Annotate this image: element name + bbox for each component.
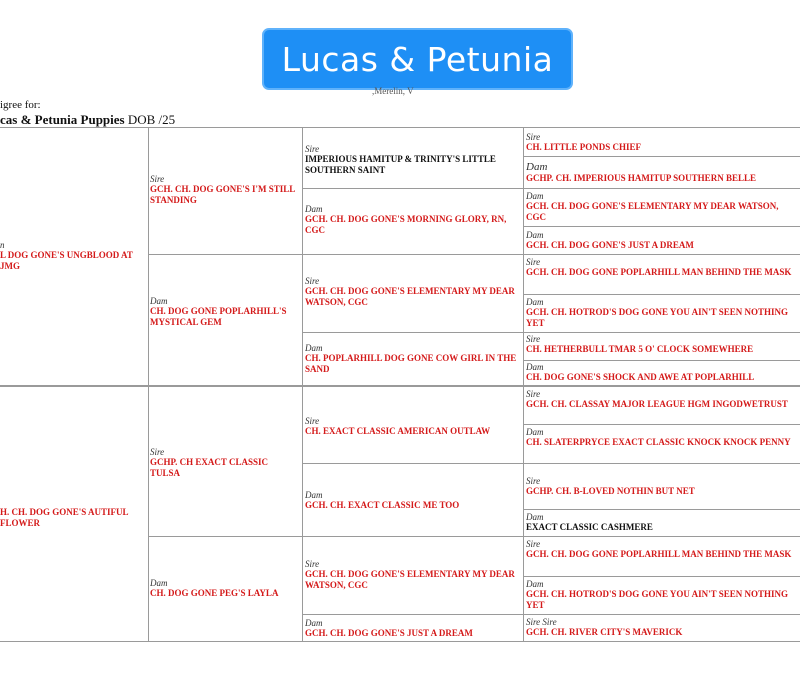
gen4-role: Dam [526,512,544,522]
gen4-cell [526,617,798,638]
gen4-name: GCH. CH. HOTROD'S DOG GONE YOU AIN'T SEEN NOTHING YET [526,307,789,328]
sire-name: L DOG GONE'S UNGBLOOD AT JMG [0,250,133,271]
sire-dam-role: Dam [150,296,168,306]
gen4-name: CH. HETHERBULL TMAR 5 O' CLOCK SOMEWHERE [526,344,754,354]
gen4-cell [526,427,798,448]
gen3-name: GCH. CH. EXACT CLASSIC ME TOO [305,500,460,510]
gen4-role: Dam [526,230,544,240]
gen4-cell [526,334,798,355]
gen4-name: GCH. CH. DOG GONE'S JUST A DREAM [526,240,694,250]
gen4-role: Dam [526,579,544,589]
gen4-role: Dam [526,191,544,201]
gen4-cell [526,476,798,497]
dam-sire-name: GCHP. CH EXACT CLASSIC TULSA [150,457,269,478]
gen4-cell [526,191,798,223]
gen3-name: CH. POPLARHILL DOG GONE COW GIRL IN THE SAND [305,353,517,374]
gen3-name: GCH. CH. DOG GONE'S JUST A DREAM [305,628,473,638]
gen3-cell [305,343,520,375]
gen3-name: GCH. CH. DOG GONE'S MORNING GLORY, RN, CGC [305,214,507,235]
subhead: ,Merelin, V [372,86,414,96]
litter-name: cas & Petunia Puppies [0,112,125,127]
dam-dam-cell [150,578,298,599]
gen4-role: Sire [526,132,541,142]
gen4-cell [526,362,798,383]
gen4-name: GCHP. CH. B-LOVED NOTHIN BUT NET [526,486,695,496]
gen3-name: IMPERIOUS HAMITUP & TRINITY'S LITTLE SOUTHERN SAINT [305,154,496,175]
gen4-name: GCH. CH. DOG GONE POPLARHILL MAN BEHIND THE MASK [526,549,792,559]
gen4-name: GCH. CH. HOTROD'S DOG GONE YOU AIN'T SEEN NOTHING YET [526,589,789,610]
dam-dam-name: CH. DOG GONE PEG'S LAYLA [150,588,279,598]
gen3-role: Sire [305,276,320,286]
gen4-cell [526,161,798,184]
gen4-cell [526,579,798,611]
gen4-name: GCH. CH. RIVER CITY'S MAVERICK [526,627,683,637]
pedigree-for-label: igree for: [0,99,41,111]
gen4-role: Dam [526,427,544,437]
gen3-role: Sire [305,144,320,154]
dam-sire-role: Sire [150,447,165,457]
gen3-name: GCH. CH. DOG GONE'S ELEMENTARY MY DEAR WATSON, CGC [305,569,515,590]
gen4-name: GCH. CH. DOG GONE POPLARHILL MAN BEHIND THE MASK [526,267,792,277]
gen4-role: Dam [526,362,544,372]
gen4-cell [526,230,798,251]
gen4-role: Sire [526,257,541,267]
litter-title [0,112,175,128]
gen4-role: Sire [526,539,541,549]
gen4-cell [526,389,798,410]
gen4-name: EXACT CLASSIC CASHMERE [526,522,653,532]
gen3-cell [305,490,520,511]
gen3-name: GCH. CH. DOG GONE'S ELEMENTARY MY DEAR WATSON, CGC [305,286,515,307]
gen3-role: Dam [305,204,323,214]
gen3-role: Dam [305,618,323,628]
sire-sire-name: GCH. CH. DOG GONE'S I'M STILL STANDING [150,184,295,205]
gen4-cell [526,539,798,560]
gen4-role: Sire [526,476,541,486]
gen4-name: GCH. CH. CLASSAY MAJOR LEAGUE HGM INGODWETRUST [526,399,788,409]
sire-sire-cell [150,174,298,206]
sire-dam-cell [150,296,298,328]
gen4-cell [526,512,798,533]
gen4-cell [526,132,798,153]
sire-role: n [0,240,5,250]
gen3-cell [305,559,520,591]
dam-name: H. CH. DOG GONE'S AUTIFUL FLOWER [0,507,129,528]
gen4-name: CH. SLATERPRYCE EXACT CLASSIC KNOCK KNOCK PENNY [526,437,791,447]
gen4-name: GCH. CH. DOG GONE'S ELEMENTARY MY DEAR WATSON, CGC [526,201,779,222]
gen4-cell [526,257,798,278]
dam-sire-cell [150,447,298,479]
dam-dam-role: Dam [150,578,168,588]
sire-dam-name: CH. DOG GONE POPLARHILL'S MYSTICAL GEM [150,306,287,327]
gen3-name: CH. EXACT CLASSIC AMERICAN OUTLAW [305,426,491,436]
gen4-role: Sire [526,389,541,399]
gen4-name: GCHP. CH. IMPERIOUS HAMITUP SOUTHERN BELLE [526,173,756,183]
gen3-role: Dam [305,490,323,500]
gen3-cell [305,144,520,176]
sire-cell [0,240,146,272]
gen3-cell [305,618,520,639]
gen3-role: Sire [305,416,320,426]
gen4-cell [526,297,798,329]
gen4-role: Sire Sire [526,617,557,627]
gen3-cell [305,204,520,236]
gen3-role: Sire [305,559,320,569]
gen4-role: Dam [526,297,544,307]
gen3-cell [305,416,522,437]
gen4-role: Dam [526,161,548,173]
logo-text: Lucas & Petunia [281,39,554,79]
gen3-role: Dam [305,343,323,353]
sire-sire-role: Sire [150,174,165,184]
gen4-role: Sire [526,334,541,344]
gen4-name: CH. LITTLE PONDS CHIEF [526,142,642,152]
gen3-cell [305,276,520,308]
gen4-name: CH. DOG GONE'S SHOCK AND AWE AT POPLARHILL [526,372,755,382]
litter-dob: DOB /25 [127,112,176,127]
logo [262,28,573,90]
dam-cell [0,507,146,529]
